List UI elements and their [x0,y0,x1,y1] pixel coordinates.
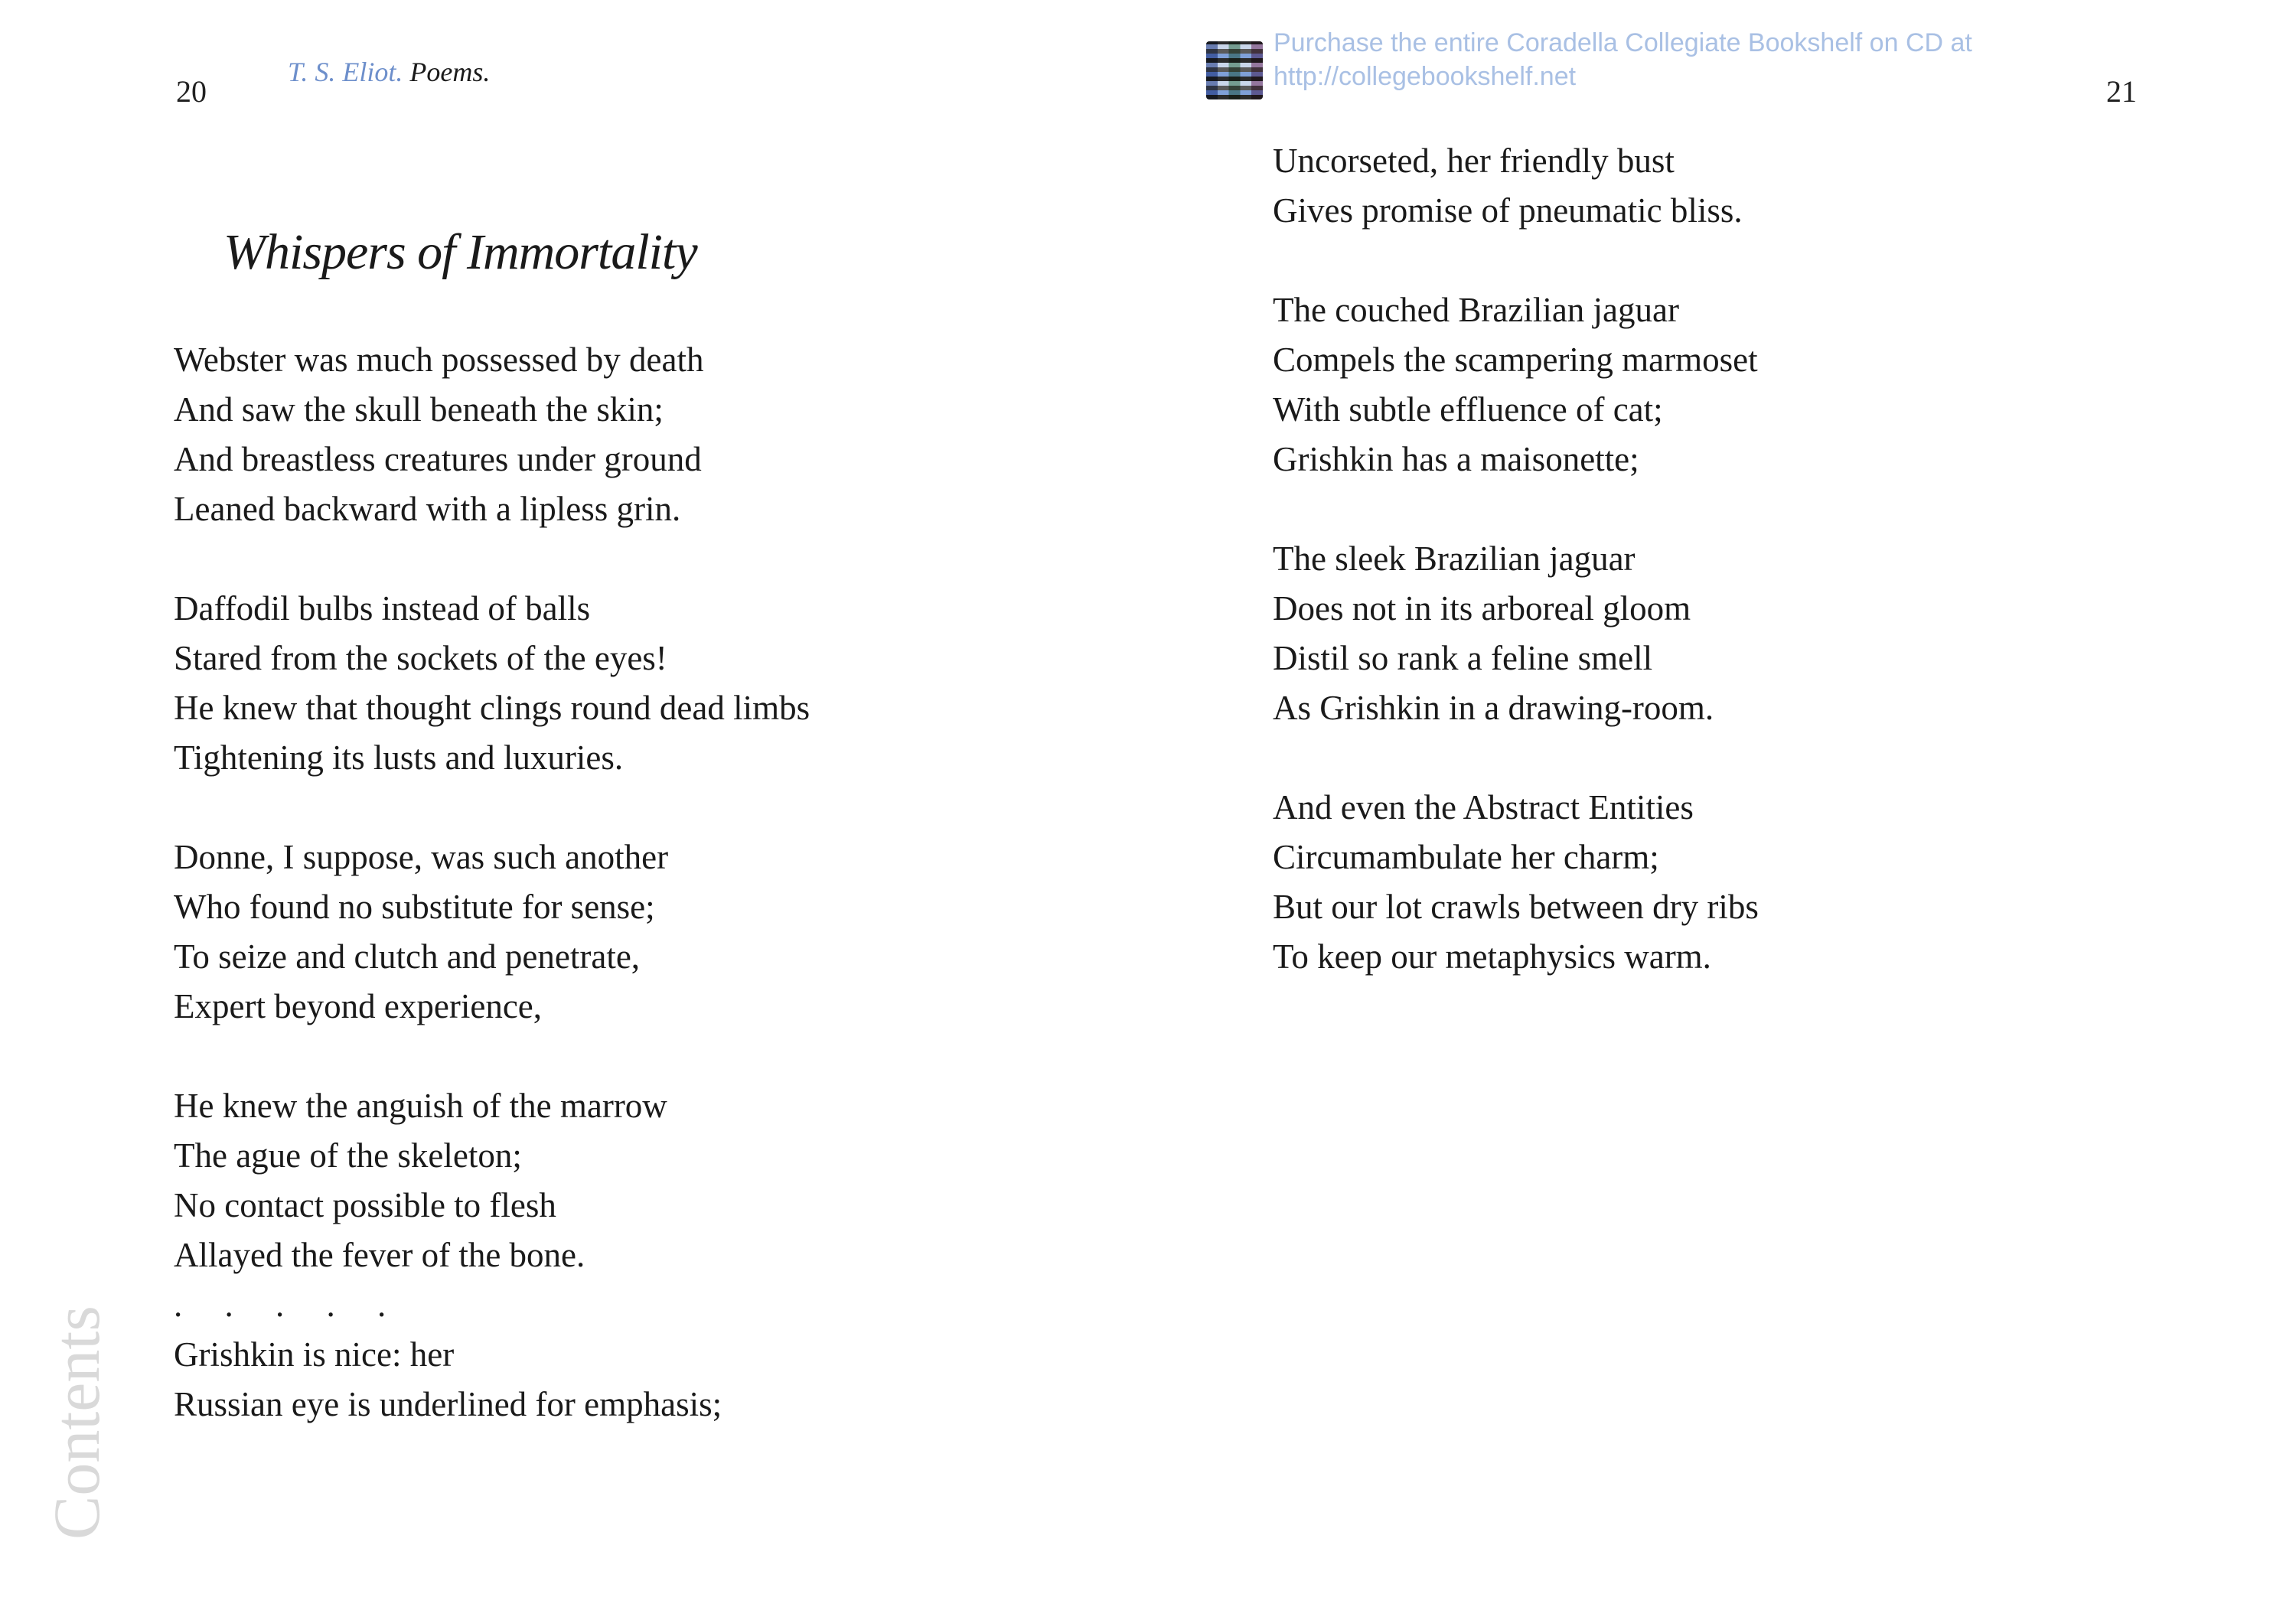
bookshelf-logo-icon[interactable] [1206,41,1263,99]
stanza-break [174,534,810,584]
promo-banner[interactable] [1206,26,1972,99]
poem-title: Whispers of Immortality [223,224,697,280]
verse-line: Circumambulate her charm; [1273,838,1659,876]
verse-line: Uncorseted, her friendly bust [1273,142,1675,180]
verse-line: Compels the scampering marmoset [1273,341,1758,379]
verse-line: As Grishkin in a drawing-room. [1273,689,1714,727]
verse-line: Distil so rank a feline smell [1273,639,1653,677]
running-head [288,55,490,89]
verse-line: Russian eye is underlined for emphasis; [174,1385,722,1423]
verse-line: And saw the skull beneath the skin; [174,390,664,429]
verse-line: Allayed the fever of the bone. [174,1236,585,1274]
poem-column-left [174,335,810,1429]
verse-line: The ague of the skeleton; [174,1136,522,1175]
author-link[interactable]: T. S. Eliot. [288,57,403,87]
verse-line: To keep our metaphysics warm. [1273,937,1711,976]
verse-line: Expert beyond experience, [174,987,543,1025]
verse-line: Grishkin is nice: her [174,1335,455,1374]
verse-line: Does not in its arboreal gloom [1273,589,1691,627]
poem-column-right [1273,136,1759,982]
verse-line: The sleek Brazilian jaguar [1273,539,1636,578]
page-number-left: 20 [176,74,207,109]
verse-line: The couched Brazilian jaguar [1273,291,1679,329]
stanza-break [1273,236,1759,285]
promo-url-link[interactable]: http://collegebookshelf.net [1274,62,1577,91]
promo-text[interactable] [1274,26,1972,93]
contents-tab[interactable]: Contents [40,1305,113,1540]
stanza-break [174,1032,810,1081]
verse-line: And even the Abstract Entities [1273,788,1694,826]
stanza-break [174,783,810,833]
verse-line: Donne, I suppose, was such another [174,838,669,876]
verse-line: Tightening its lusts and luxuries. [174,738,624,777]
verse-line: Who found no substitute for sense; [174,888,655,926]
verse-line: With subtle effluence of cat; [1273,390,1663,429]
verse-line: Stared from the sockets of the eyes! [174,639,667,677]
stanza-break [1273,484,1759,534]
verse-line: Webster was much possessed by death [174,341,704,379]
stanza-break [1273,733,1759,783]
verse-line: Gives promise of pneumatic bliss. [1273,191,1743,230]
page-number-right: 21 [2106,74,2137,109]
verse-line: No contact possible to flesh [174,1186,556,1224]
promo-line-1[interactable]: Purchase the entire Coradella Collegiate Bookshelf on CD at [1274,28,1972,57]
verse-line: He knew the anguish of the marrow [174,1087,667,1125]
verse-line: Grishkin has a maisonette; [1273,440,1639,478]
book-title: Poems. [409,57,491,87]
verse-line: But our lot crawls between dry ribs [1273,888,1759,926]
ellipsis-break: . . . . . [174,1286,386,1324]
verse-line: He knew that thought clings round dead limbs [174,689,810,727]
verse-line: Daffodil bulbs instead of balls [174,589,591,627]
verse-line: And breastless creatures under ground [174,440,702,478]
verse-line: Leaned backward with a lipless grin. [174,490,681,528]
verse-line: To seize and clutch and penetrate, [174,937,641,976]
